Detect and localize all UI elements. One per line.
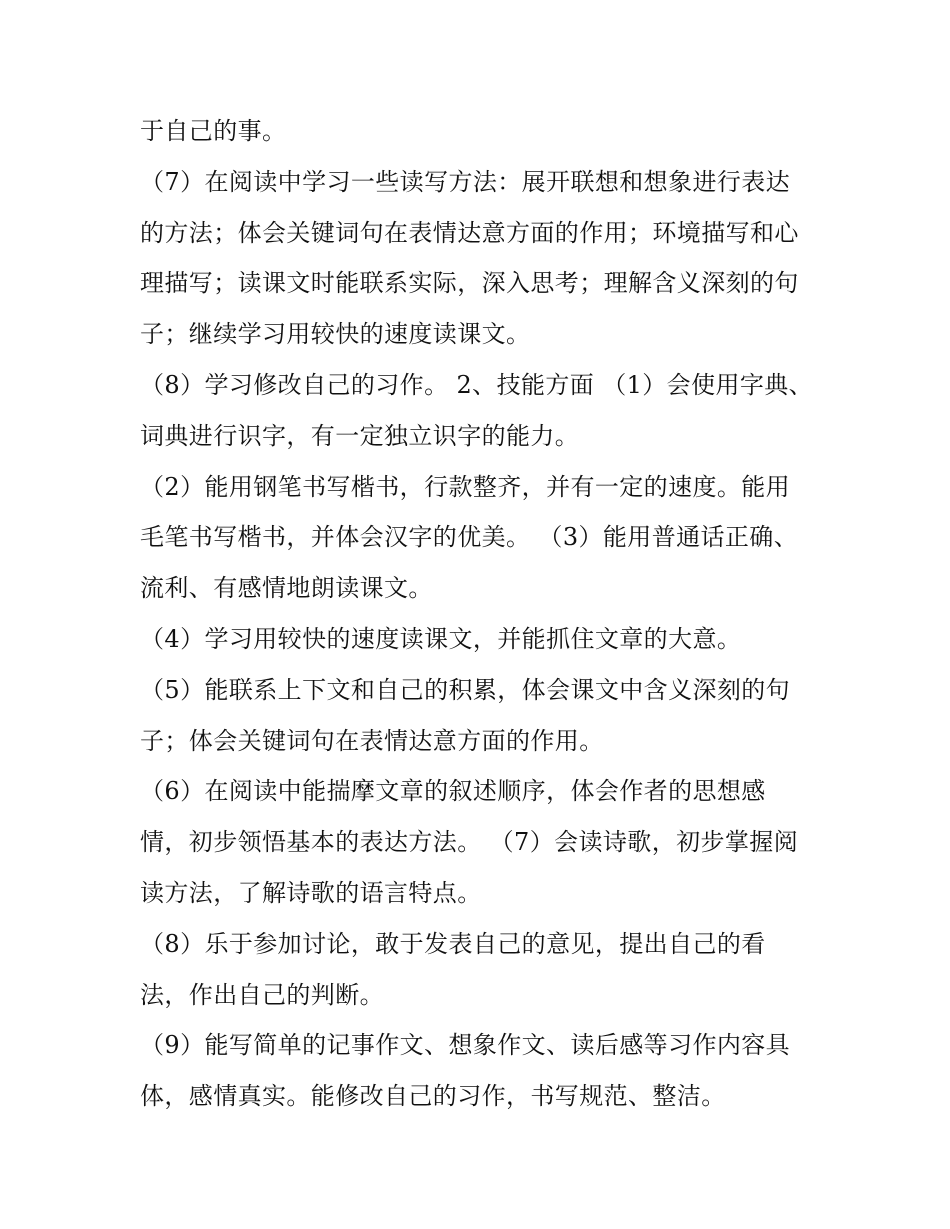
text-line: 的方法；体会关键词句在表情达意方面的作用；环境描写和心: [140, 218, 799, 247]
text-line: （8）乐于参加讨论，敢于发表自己的意见，提出自己的看: [140, 929, 766, 958]
text-line: （2）能用钢笔书写楷书，行款整齐，并有一定的速度。能用: [140, 472, 791, 501]
text-line: （8）学习修改自己的习作。 2、技能方面 （1）会使用字典、: [140, 370, 814, 399]
text-line: 词典进行识字，有一定独立识字的能力。: [140, 421, 580, 450]
text-line: 体，感情真实。能修改自己的习作，书写规范、整洁。: [140, 1082, 726, 1111]
text-line: （5）能联系上下文和自己的积累，体会课文中含义深刻的句: [140, 675, 791, 704]
text-line: （7）在阅读中学习一些读写方法：展开联想和想象进行表达: [140, 167, 791, 196]
text-line: 理描写；读课文时能联系实际，深入思考；理解含义深刻的句: [140, 269, 799, 298]
text-line: 子；体会关键词句在表情达意方面的作用。: [140, 726, 604, 755]
text-line: 法，作出自己的判断。: [140, 980, 384, 1009]
text-line: （6）在阅读中能揣摩文章的叙述顺序，体会作者的思想感: [140, 777, 766, 806]
text-line: 子；继续学习用较快的速度读课文。: [140, 320, 531, 349]
document-body: [140, 106, 830, 1122]
text-line: 情，初步领悟基本的表达方法。 （7）会读诗歌，初步掌握阅: [140, 828, 799, 857]
text-line: 读方法，了解诗歌的语言特点。: [140, 878, 482, 907]
text-line: 流利、有感情地朗读课文。: [140, 574, 433, 603]
text-line: （9）能写简单的记事作文、想象作文、读后感等习作内容具: [140, 1031, 791, 1060]
text-line: 于自己的事。: [140, 117, 287, 145]
text-line: 毛笔书写楷书，并体会汉字的优美。 （3）能用普通话正确、: [140, 523, 799, 552]
text-line: （4）学习用较快的速度读课文，并能抓住文章的大意。: [140, 624, 742, 653]
